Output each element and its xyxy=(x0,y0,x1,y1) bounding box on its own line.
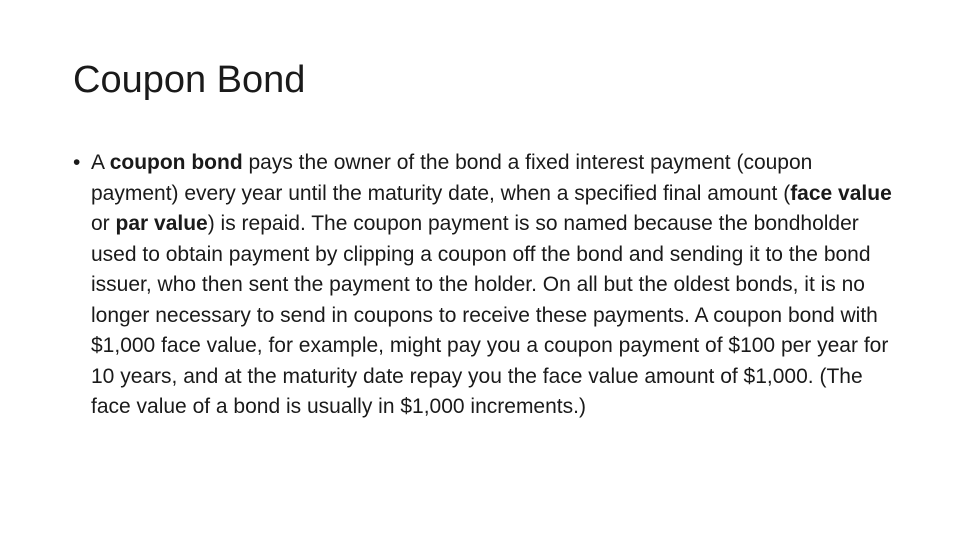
term-par-value: par value xyxy=(115,212,208,235)
paragraph-run: pays the owner of the bond a fixed interest payment (coupon payment) every year until the maturity date, when a specified final amount ( xyxy=(91,151,813,205)
term-face-value: face value xyxy=(790,181,892,205)
paragraph-run: ) is repaid. The coupon payment is so named because the bondholder used to obtain payment by clipping a coupon off the bond and sending it to the bond issuer, who then sent the payment to the holder. On all but the oldest bonds, it is no longer necessary to send in coupons to receive these payments. A coupon bond with $1,000 face value, for example, might pay you a coupon payment of $100 per year for 10 years, and at the maturity date repay you the face value amount of $1,000. (The face value of a bond is usually in $1,000 increments.) xyxy=(91,212,889,418)
paragraph-run: or xyxy=(91,212,116,235)
slide-title: Coupon Bond xyxy=(73,59,306,101)
bullet-paragraph xyxy=(73,148,903,423)
term-coupon-bond: coupon bond xyxy=(109,151,243,174)
paragraph-run: A xyxy=(91,151,110,174)
slide-body xyxy=(73,148,903,423)
bullet-icon: • xyxy=(73,151,81,174)
